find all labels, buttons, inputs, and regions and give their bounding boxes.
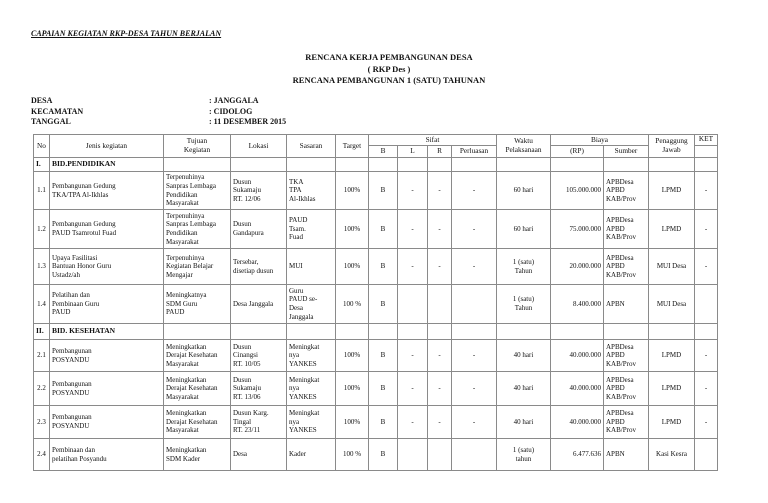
- document-title: CAPAIAN KEGIATAN RKP-DESA TAHUN BERJALAN: [31, 29, 222, 38]
- sifat-r: [428, 439, 452, 471]
- biaya-sumber: APBDesa APBD KAB/Prov: [604, 249, 649, 285]
- sifat-b: B: [369, 406, 398, 439]
- table-row: [34, 406, 718, 439]
- jenis-kegiatan: Upaya Fasilitasi Bantuan Honor Guru Ustadz/ah: [50, 249, 164, 285]
- penanggung-jawab: MUI Desa: [649, 285, 695, 324]
- sasaran: Meningkat nya YANKES: [287, 406, 336, 439]
- sifat-r: [428, 285, 452, 324]
- biaya-rp: 105.000.000: [551, 172, 604, 210]
- tujuan-kegiatan: Meningkatnya SDM Guru PAUD: [164, 285, 231, 324]
- biaya-sumber: APBN: [604, 285, 649, 324]
- ket: -: [695, 406, 718, 439]
- row-no: 1.1: [34, 172, 50, 210]
- info-value-tanggal: : 11 DESEMBER 2015: [209, 117, 287, 126]
- empty-cell: [369, 324, 398, 340]
- heading-line-1: RENCANA KERJA PEMBANGUNAN DESA: [305, 52, 473, 62]
- sifat-perluasan: -: [452, 172, 497, 210]
- table-row: [34, 372, 718, 406]
- waktu-pelaksanaan: 1 (satu) Tahun: [497, 249, 551, 285]
- row-no: 2.4: [34, 439, 50, 471]
- header-perluasan: Perluasan: [452, 146, 497, 158]
- waktu-pelaksanaan: 1 (satu) tahun: [497, 439, 551, 471]
- target: 100%: [336, 372, 369, 406]
- row-no: 2.2: [34, 372, 50, 406]
- heading-line-2: ( RKP Des ): [367, 63, 411, 74]
- penanggung-jawab: MUI Desa: [649, 249, 695, 285]
- empty-cell: [369, 158, 398, 172]
- header-sumber: Sumber: [604, 146, 649, 158]
- penanggung-jawab: LPMD: [649, 406, 695, 439]
- jenis-kegiatan: Pelatihan dan Pembinaan Guru PAUD: [50, 285, 164, 324]
- target: 100%: [336, 249, 369, 285]
- biaya-rp: 40.000.000: [551, 406, 604, 439]
- sasaran: PAUD Tsam. Fuad: [287, 210, 336, 249]
- ket: [695, 285, 718, 324]
- waktu-pelaksanaan: 1 (satu) Tahun: [497, 285, 551, 324]
- sifat-b: B: [369, 340, 398, 372]
- info-label-kecamatan: KECAMATAN: [31, 106, 84, 116]
- target: 100%: [336, 406, 369, 439]
- row-no: 1.4: [34, 285, 50, 324]
- sifat-r: -: [428, 249, 452, 285]
- penanggung-jawab: LPMD: [649, 172, 695, 210]
- header-r: R: [428, 146, 452, 158]
- rkp-table: [33, 134, 718, 471]
- header-jenis: Jenis kegiatan: [50, 135, 164, 158]
- table-row: [34, 340, 718, 372]
- target: 100 %: [336, 439, 369, 471]
- table-row: [34, 439, 718, 471]
- tujuan-kegiatan: Terpenuhinya Sanpras Lembaga Pendidikan Masyarakat: [164, 210, 231, 249]
- sifat-b: B: [369, 372, 398, 406]
- biaya-rp: 8.400.000: [551, 285, 604, 324]
- jenis-kegiatan: Pembangunan POSYANDU: [50, 406, 164, 439]
- biaya-rp: 75.000.000: [551, 210, 604, 249]
- tujuan-kegiatan: Meningkatkan Derajat Kesehatan Masyarakat: [164, 372, 231, 406]
- sifat-b: B: [369, 439, 398, 471]
- sifat-r: -: [428, 210, 452, 249]
- empty-cell: [649, 158, 695, 172]
- header-b: B: [369, 146, 398, 158]
- sifat-l: -: [398, 249, 428, 285]
- sifat-l: -: [398, 172, 428, 210]
- table-row: [34, 249, 718, 285]
- lokasi: Dusun Cinangsi RT. 10/05: [231, 340, 287, 372]
- lokasi: Desa: [231, 439, 287, 471]
- ket: -: [695, 249, 718, 285]
- info-value-desa: : JANGGALA: [209, 96, 259, 105]
- header-waktu: Waktu Pelaksanaan: [497, 135, 551, 158]
- sifat-l: [398, 285, 428, 324]
- header-l: L: [398, 146, 428, 158]
- empty-cell: [497, 324, 551, 340]
- table-row: [34, 210, 718, 249]
- jenis-kegiatan: Pembangunan Gedung PAUD Tsamrotul Fuad: [50, 210, 164, 249]
- header-tujuan: Tujuan Kegiatan: [164, 135, 231, 158]
- sifat-b: B: [369, 249, 398, 285]
- sasaran: MUI: [287, 249, 336, 285]
- lokasi: Dusun Sukamaju RT. 12/06: [231, 172, 287, 210]
- header-sasaran: Sasaran: [287, 135, 336, 158]
- target: 100 %: [336, 285, 369, 324]
- sifat-perluasan: [452, 439, 497, 471]
- section-title: BID. KESEHATAN: [50, 324, 164, 340]
- biaya-rp: 40.000.000: [551, 372, 604, 406]
- empty-cell: [428, 158, 452, 172]
- info-value-kecamatan: : CIDOLOG: [209, 106, 253, 116]
- row-no: 1.2: [34, 210, 50, 249]
- lokasi: Dusun Gandapura: [231, 210, 287, 249]
- sifat-r: -: [428, 172, 452, 210]
- row-no: 1.3: [34, 249, 50, 285]
- sasaran: TKA TPA Al-Ikhlas: [287, 172, 336, 210]
- sifat-l: [398, 439, 428, 471]
- waktu-pelaksanaan: 40 hari: [497, 372, 551, 406]
- tujuan-kegiatan: Terpenuhinya Kegiatan Belajar Mengajar: [164, 249, 231, 285]
- info-label-desa: DESA: [31, 96, 53, 105]
- sifat-r: -: [428, 406, 452, 439]
- sifat-l: -: [398, 340, 428, 372]
- sifat-r: -: [428, 340, 452, 372]
- empty-cell: [695, 158, 718, 172]
- sasaran: Meningkat nya YANKES: [287, 340, 336, 372]
- header-lokasi: Lokasi: [231, 135, 287, 158]
- biaya-sumber: APBDesa APBD KAB/Prov: [604, 340, 649, 372]
- tujuan-kegiatan: Meningkatkan Derajat Kesehatan Masyarakat: [164, 406, 231, 439]
- waktu-pelaksanaan: 40 hari: [497, 340, 551, 372]
- sifat-perluasan: -: [452, 372, 497, 406]
- sifat-r: -: [428, 372, 452, 406]
- jenis-kegiatan: Pembangunan Gedung TKA/TPA Al-Ikhlas: [50, 172, 164, 210]
- sifat-perluasan: -: [452, 406, 497, 439]
- empty-cell: [164, 324, 231, 340]
- waktu-pelaksanaan: 60 hari: [497, 210, 551, 249]
- section-number: II.: [34, 324, 50, 340]
- header-rp: (RP): [551, 146, 604, 158]
- lokasi: Dusun Karg. Tingal RT. 23/11: [231, 406, 287, 439]
- sifat-perluasan: -: [452, 210, 497, 249]
- empty-cell: [231, 324, 287, 340]
- sasaran: Kader: [287, 439, 336, 471]
- sifat-l: -: [398, 210, 428, 249]
- section-row: [34, 324, 718, 340]
- sifat-b: B: [369, 172, 398, 210]
- empty-cell: [452, 324, 497, 340]
- empty-cell: [287, 158, 336, 172]
- lokasi: Desa Janggala: [231, 285, 287, 324]
- sifat-b: B: [369, 285, 398, 324]
- info-block: [31, 96, 286, 128]
- biaya-sumber: APBDesa APBD KAB/Prov: [604, 172, 649, 210]
- ket: -: [695, 372, 718, 406]
- penanggung-jawab: Kasi Kesra: [649, 439, 695, 471]
- header-biaya: Biaya: [551, 135, 649, 146]
- header-no: No: [34, 135, 50, 158]
- biaya-rp: 40.000.000: [551, 340, 604, 372]
- heading: [0, 52, 768, 87]
- empty-cell: [497, 158, 551, 172]
- target: 100%: [336, 172, 369, 210]
- empty-cell: [336, 324, 369, 340]
- empty-cell: [164, 158, 231, 172]
- sifat-perluasan: -: [452, 249, 497, 285]
- table-row: [34, 285, 718, 324]
- sasaran: Guru PAUD se- Desa Janggala: [287, 285, 336, 324]
- header-ket-blank: [695, 146, 718, 158]
- empty-cell: [649, 324, 695, 340]
- empty-cell: [695, 324, 718, 340]
- waktu-pelaksanaan: 60 hari: [497, 172, 551, 210]
- biaya-sumber: APBDesa APBD KAB/Prov: [604, 372, 649, 406]
- empty-cell: [604, 158, 649, 172]
- biaya-sumber: APBN: [604, 439, 649, 471]
- heading-line-3: RENCANA PEMBANGUNAN 1 (SATU) TAHUNAN: [292, 75, 486, 85]
- sifat-perluasan: [452, 285, 497, 324]
- tujuan-kegiatan: Meningkatkan Derajat Kesehatan Masyarakat: [164, 340, 231, 372]
- sifat-perluasan: -: [452, 340, 497, 372]
- header-penanggung-jawab: Penaggung Jawab: [649, 135, 695, 158]
- penanggung-jawab: LPMD: [649, 340, 695, 372]
- lokasi: Dusun Sukamaju RT. 13/06: [231, 372, 287, 406]
- empty-cell: [398, 324, 428, 340]
- sasaran: Meningkat nya YANKES: [287, 372, 336, 406]
- header-ket: KET: [695, 135, 718, 146]
- ket: -: [695, 210, 718, 249]
- waktu-pelaksanaan: 40 hari: [497, 406, 551, 439]
- ket: -: [695, 340, 718, 372]
- table-body: [34, 158, 718, 471]
- jenis-kegiatan: Pembangunan POSYANDU: [50, 340, 164, 372]
- info-label-tanggal: TANGGAL: [31, 117, 71, 126]
- table-row: [34, 172, 718, 210]
- jenis-kegiatan: Pembinaan dan pelatihan Posyandu: [50, 439, 164, 471]
- tujuan-kegiatan: Terpenuhinya Sanpras Lembaga Pendidikan Masyarakat: [164, 172, 231, 210]
- empty-cell: [287, 324, 336, 340]
- row-no: 2.3: [34, 406, 50, 439]
- header-sifat: Sifat: [369, 135, 497, 146]
- row-no: 2.1: [34, 340, 50, 372]
- ket: [695, 439, 718, 471]
- penanggung-jawab: LPMD: [649, 372, 695, 406]
- empty-cell: [428, 324, 452, 340]
- lokasi: Tersebar, disetiap dusun: [231, 249, 287, 285]
- biaya-sumber: APBDesa APBD KAB/Prov: [604, 406, 649, 439]
- empty-cell: [452, 158, 497, 172]
- target: 100%: [336, 340, 369, 372]
- empty-cell: [398, 158, 428, 172]
- empty-cell: [604, 324, 649, 340]
- biaya-rp: 6.477.636: [551, 439, 604, 471]
- section-number: I.: [34, 158, 50, 172]
- sifat-l: -: [398, 406, 428, 439]
- biaya-sumber: APBDesa APBD KAB/Prov: [604, 210, 649, 249]
- target: 100%: [336, 210, 369, 249]
- biaya-rp: 20.000.000: [551, 249, 604, 285]
- sifat-b: B: [369, 210, 398, 249]
- ket: -: [695, 172, 718, 210]
- section-title: BID.PENDIDIKAN: [50, 158, 164, 172]
- empty-cell: [551, 158, 604, 172]
- empty-cell: [336, 158, 369, 172]
- tujuan-kegiatan: Meningkatkan SDM Kader: [164, 439, 231, 471]
- header-target: Target: [336, 135, 369, 158]
- jenis-kegiatan: Pembangunan POSYANDU: [50, 372, 164, 406]
- empty-cell: [231, 158, 287, 172]
- penanggung-jawab: LPMD: [649, 210, 695, 249]
- sifat-l: -: [398, 372, 428, 406]
- empty-cell: [551, 324, 604, 340]
- section-row: [34, 158, 718, 172]
